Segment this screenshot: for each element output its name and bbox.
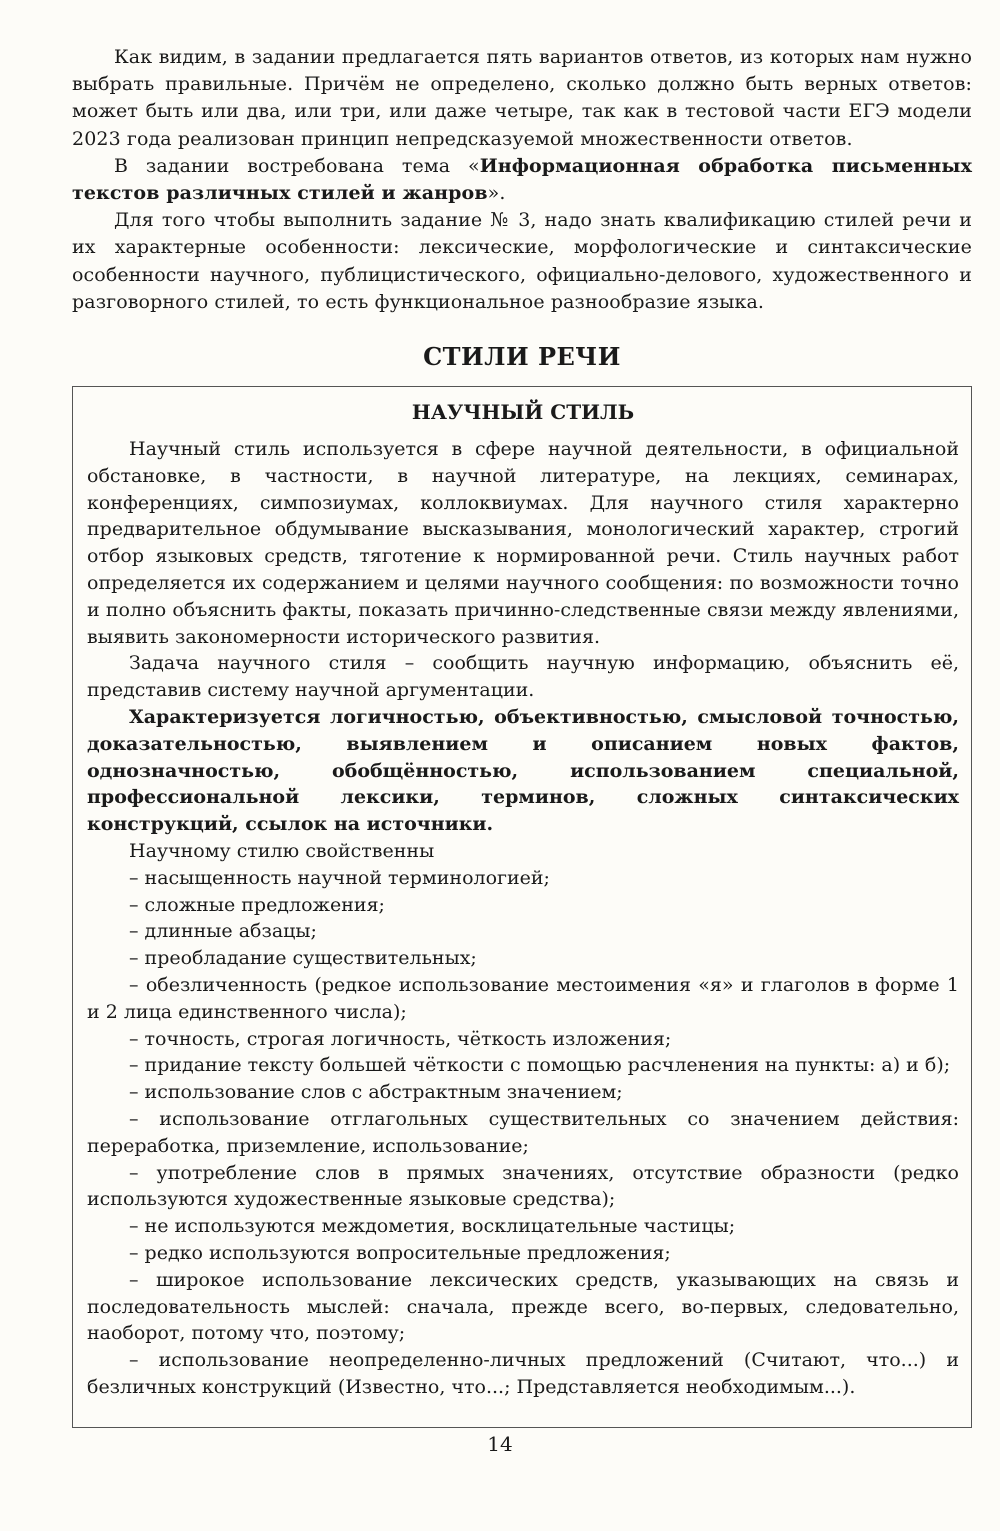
- intro-p2-prefix: В задании востребована тема «: [114, 154, 480, 177]
- list-item: – преобладание существительных;: [129, 947, 477, 970]
- list-item: – сложные предложения;: [129, 893, 385, 916]
- list-item: – редко используются вопросительные предложения;: [129, 1241, 671, 1264]
- page-content: [72, 44, 972, 1428]
- box-paragraph-2: Задача научного стиля – сообщить научную информацию, объяснить её, представив систему научной аргументации.: [87, 652, 959, 702]
- list-item: – придание тексту большей чёткости с помощью расчленения на пункты: а) и б);: [129, 1054, 951, 1077]
- intro-p2-suffix: ».: [487, 182, 506, 205]
- list-item: – длинные абзацы;: [129, 920, 317, 943]
- section-title: СТИЛИ РЕЧИ: [423, 342, 621, 372]
- intro-section: [72, 44, 972, 316]
- page-number: 14: [487, 1432, 513, 1456]
- feature-list: [87, 865, 959, 1401]
- list-item: – не используются междометия, восклицательные частицы;: [129, 1215, 736, 1238]
- intro-paragraph-2: [72, 153, 972, 207]
- list-item: – насыщенность научной терминологией;: [129, 866, 550, 889]
- list-item: – использование слов с абстрактным значением;: [129, 1081, 623, 1104]
- list-item: – использование неопределенно-личных предложений (Считают, что...) и безличных конструкций (Известно, что...; Представляется необходимым...).: [87, 1349, 959, 1398]
- list-item: – употребление слов в прямых значениях, отсутствие образности (редко используются художественные языковые средства);: [87, 1161, 959, 1211]
- intro-paragraph-3: Для того чтобы выполнить задание № 3, надо знать квалификацию стилей речи и их характерные особенности: лексические, морфологические и синтаксические особенности научного, публицистического, официально-делового, художественного и разговорного стилей, то есть функциональное разнообразие языка.: [72, 209, 972, 313]
- intro-paragraph-1: Как видим, в задании предлагается пять вариантов ответов, из которых нам нужно выбрать правильные. Причём не определено, сколько должно быть верных ответов: может быть или два, или три, или даже четыре, так как в тестовой части ЕГЭ модели 2023 года реализован принцип непредсказуемой множественности ответов.: [72, 46, 972, 150]
- box-paragraph-1: Научный стиль используется в сфере научной деятельности, в официальной обстановке, в частности, в научной литературе, на лекциях, семинарах, конференциях, симпозиумах, коллоквиумах. Для научного стиля характерно предварительное обдумывание высказывания, монологический характер, строгий отбор языковых средств, тяготение к нормированной речи. Стиль научных работ определяется их содержанием и целями научного сообщения: по возможности точно и полно объяснить факты, показать причинно-следственные связи между явлениями, выявить закономерности исторического развития.: [87, 438, 959, 648]
- box-title: НАУЧНЫЙ СТИЛЬ: [411, 400, 635, 425]
- list-item: – обезличенность (редкое использование местоимения «я» и глаголов в форме 1 и 2 лица единственного числа);: [87, 973, 959, 1023]
- box-paragraph-bold: Характеризуется логичностью, объективностью, смысловой точностью, доказательностью, выявлением и описанием новых фактов, однозначностью, обобщённостью, использованием специальной, профессиональной лексики, терминов, сложных синтаксических конструкций, ссылок на источники.: [87, 706, 959, 836]
- list-item: – использование отглагольных существительных со значением действия: переработка, приземление, использование;: [87, 1107, 959, 1157]
- list-item: – широкое использование лексических средств, указывающих на связь и последовательность мыслей: сначала, прежде всего, во-первых, следовательно, наоборот, потому что, поэтому;: [87, 1268, 959, 1345]
- topic-title: Информационная обработка письменных текстов различных стилей и жанров: [72, 154, 972, 205]
- list-item: – точность, строгая логичность, чёткость изложения;: [129, 1027, 672, 1050]
- scientific-style-box: [72, 386, 972, 1428]
- list-intro: Научному стилю свойственны: [129, 839, 435, 862]
